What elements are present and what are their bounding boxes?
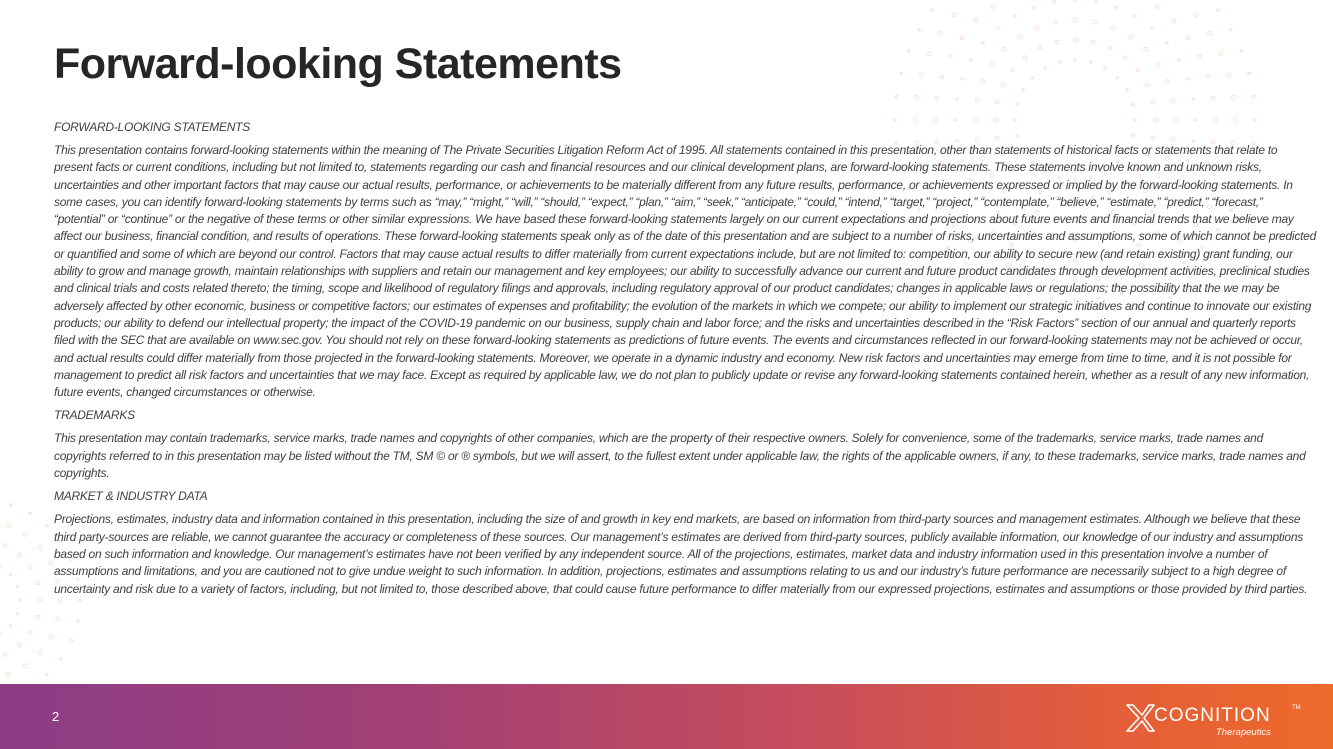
decor-dot — [10, 504, 12, 506]
decor-dot — [990, 62, 994, 66]
decor-dot — [1056, 40, 1059, 43]
decor-dot — [1073, 18, 1077, 22]
decor-dot — [915, 95, 919, 99]
decor-dot — [1116, 76, 1118, 78]
decor-dot — [1194, 13, 1198, 17]
decor-dot — [46, 525, 48, 527]
decor-dot — [23, 532, 27, 536]
decor-dot — [1002, 47, 1006, 51]
decor-dot — [18, 644, 21, 647]
decor-dot — [0, 564, 1, 566]
decor-dot — [1024, 56, 1027, 59]
decor-dot — [6, 523, 10, 527]
decor-dot — [9, 573, 11, 575]
decor-dot — [49, 635, 53, 639]
decor-dot — [1165, 80, 1169, 84]
decor-dot — [36, 582, 39, 585]
decor-dot — [920, 73, 924, 77]
decor-dot — [956, 98, 958, 100]
section-body-trademarks: This presentation may contain trademarks, service marks, trade names and copyrights of other companies, which are the property of their respective owners. Solely for convenience, some of the trademarks, service marks, trade names and copyrights referred to in this presentation may be listed without the TM, SM © or ® symbols, but we will assert, to the fullest extent under applicable law, the rights of the applicable owners, if any, to these trademarks, service marks, trade names and copyrights. — [54, 431, 1306, 481]
decor-dot — [1074, 0, 1076, 1]
page-title: Forward-looking Statements — [54, 40, 622, 88]
section-heading-trademarks: TRADEMARKS — [54, 408, 135, 423]
decor-dot — [1126, 89, 1128, 91]
decor-dot — [1001, 84, 1004, 87]
decor-dot — [1022, 89, 1024, 91]
decor-dot — [982, 42, 984, 44]
decor-dot — [1058, 61, 1060, 63]
decor-dot — [1089, 61, 1091, 63]
decor-dot — [19, 599, 21, 601]
section-heading-market-data: MARKET & INDUSTRY DATA — [54, 489, 208, 504]
decor-dot — [1134, 15, 1136, 17]
decor-dot — [1115, 6, 1117, 8]
decor-dot — [1227, 73, 1231, 77]
decor-dot — [16, 613, 18, 615]
decor-dot — [1212, 97, 1215, 100]
decor-dot — [1166, 42, 1168, 44]
decor-dot — [29, 512, 31, 514]
decor-dot — [70, 640, 72, 642]
decor-dot — [1171, 99, 1175, 103]
decor-dot — [1217, 9, 1219, 11]
decor-dot — [1035, 26, 1039, 30]
decor-dot — [1017, 35, 1021, 39]
decor-dot — [931, 9, 933, 11]
decor-dot — [1178, 59, 1180, 61]
decor-dot — [1031, 76, 1033, 78]
decor-dot — [949, 55, 952, 58]
decor-dot — [935, 97, 938, 100]
decor-dot — [29, 631, 32, 634]
decor-dot — [1039, 46, 1042, 49]
section-heading-forward-looking: FORWARD-LOOKING STATEMENTS — [54, 120, 250, 134]
decor-dot — [1074, 59, 1076, 61]
decor-dot — [1187, 36, 1190, 39]
decor-dot — [38, 545, 42, 549]
decor-dot — [1033, 6, 1035, 8]
decor-dot — [938, 32, 942, 36]
decor-dot — [3, 653, 6, 656]
decor-dot — [18, 553, 21, 556]
decor-dot — [900, 72, 902, 74]
decor-dot — [1144, 47, 1148, 51]
decor-dot — [23, 664, 27, 668]
decor-dot — [1108, 46, 1111, 49]
decor-dot — [1156, 62, 1160, 66]
decor-dot — [1091, 40, 1094, 43]
decor-dot — [991, 5, 994, 8]
decor-dot — [1136, 69, 1139, 72]
logo-trademark: TM — [1292, 705, 1301, 711]
decor-dot — [9, 625, 11, 627]
decor-dot — [1011, 69, 1014, 72]
decor-dot — [60, 658, 62, 660]
decor-dot — [1093, 20, 1097, 24]
decor-dot — [0, 633, 1, 635]
decor-dot — [1230, 29, 1232, 31]
decor-dot — [1156, 5, 1159, 8]
decor-dot — [1198, 55, 1201, 58]
decor-dot — [928, 52, 932, 56]
decor-dot — [997, 27, 999, 29]
decor-dot — [974, 19, 977, 22]
decor-dot — [56, 617, 60, 621]
logo-wordmark: COGNITION — [1154, 705, 1271, 726]
decor-dot — [1172, 19, 1175, 22]
decor-dot — [1252, 95, 1254, 97]
decor-dot — [1104, 67, 1106, 69]
decor-dot — [1095, 1, 1097, 3]
decor-dot — [1014, 15, 1016, 17]
decor-dot — [1044, 67, 1046, 69]
decor-dot — [952, 13, 956, 17]
decor-dot — [38, 651, 42, 655]
decor-dot — [1073, 38, 1076, 41]
decor-dot — [36, 615, 39, 618]
decor-dot — [77, 620, 79, 622]
decor-dot — [1151, 27, 1153, 29]
decor-dot — [49, 561, 53, 565]
decor-dot — [961, 78, 963, 80]
decor-dot — [1111, 26, 1115, 30]
decor-dot — [995, 101, 998, 104]
decor-dot — [1016, 103, 1018, 105]
decor-dot — [38, 598, 41, 601]
decor-dot — [1123, 56, 1126, 59]
section-body-market-data: Projections, estimates, industry data and information contained in this presentation, including the size of and growth in key end markets, are based on information from third-party sources and management estimates. Although we believe that these third party-sources are reliable, we cannot guarantee the accuracy or completeness of these sources. Our management’s estimates are derived from third-party sources, publicly available information, our knowledge of our industry and assumptions based on such information and knowledge. Our management’s estimates have not been verified by any independent source. All of the projections, estimates, market data and industry information used in this presentation involve a number of assumptions and limitations, and you are cautioned not to give undue weight to such information. In addition, projections, estimates and assumptions relating to us and our industry’s future performance are necessarily subject to a high degree of uncertainty and risk due to a variety of factors, including, but not limited to, those described above, that could cause future performance to differ materially from our expressed projections, estimates and assumptions or those provided by third parties. — [54, 512, 1308, 596]
decor-dot — [1248, 72, 1250, 74]
company-logo — [1125, 701, 1305, 741]
decor-dot — [1192, 98, 1194, 100]
decor-dot — [1231, 95, 1235, 99]
decor-dot — [3, 544, 6, 547]
disclaimer-content — [54, 119, 1316, 604]
decor-dot — [895, 95, 897, 97]
decor-dot — [1240, 50, 1242, 52]
footer-bar — [0, 684, 1333, 749]
decor-dot — [46, 673, 48, 675]
page-number: 2 — [52, 709, 60, 724]
decor-dot — [1151, 101, 1154, 104]
decor-dot — [29, 566, 32, 569]
decor-dot — [970, 59, 972, 61]
decor-dot — [1054, 20, 1058, 24]
decor-dot — [1132, 103, 1134, 105]
decor-dot — [1207, 75, 1210, 78]
cognition-x-logo-icon — [1125, 703, 1155, 733]
decor-dot — [1129, 35, 1133, 39]
decor-dot — [16, 585, 18, 587]
decor-dot — [1053, 1, 1055, 3]
decor-dot — [1187, 78, 1189, 80]
logo-subtitle: Therapeutics — [1216, 727, 1271, 738]
decor-dot — [1146, 84, 1149, 87]
decor-dot — [908, 50, 910, 52]
decor-dot — [918, 29, 920, 31]
decor-dot — [975, 99, 979, 103]
decor-dot — [940, 75, 943, 78]
section-body-forward-looking: This presentation contains forward-looking statements within the meaning of The Private Securities Litigation Reform Act of 1995. All statements contained in this presentation, other than statements of historical facts or statements that relate to present facts or current conditions, including but not limited to, statements regarding our cash and financial resources and our clinical development plans, are forward-looking statements. These statements involve known and unknown risks, uncertainties and other important factors that may cause our actual results, performance, or achievements to be materially different from any future results, performance, or achievements expressed or implied by the forward-looking statements. In some cases, you can identify forward-looking statements by terms such as “may,” “might,” “will,” “should,” “expect,” “plan,” “aim,” “seek,” “anticipate,” “could,” “intend,” “target,” “project,” “contemplate,” “believe,” “estimate,” “predict,” “forecast,” “potential” or “continue” or the negative of these terms or other similar expressions. We have based these forward-looking statements largely on our current expectations and projections about future events and financial trends that we believe may affect our business, financial condition, and results of operations. These forward-looking statements speak only as of the date of this presentation and are subject to a number of risks, uncertainties and assumptions, some of which cannot be predicted or quantified and some of which are beyond our control. Factors that may cause actual results to differ materially from current expectations include, but are not limited to: competition, our ability to secure new (and retain existing) grant funding, our ability to grow and manage growth, maintain relationships with suppliers and retain our management and key employees; our ability to successfully advance our current and future product candidates through development activities, preclinical studies and clinical trials and costs related thereto; the timing, scope and likelihood of regulatory filings and approvals, including regulatory approval of our product candidates; changes in applicable laws or regulations; the possibility that the we may be adversely affected by other economic, business or competitive factors; our estimates of expenses and profitability; the evolution of the markets in which we compete; our ability to implement our strategic initiatives and continue to innovate our existing products; our ability to defend our intellectual property; the impact of the COVID-19 pandemic on our business, supply chain and labor force; and the risks and uncertainties described in the “Risk Factors” section of our annual and quarterly reports filed with the SEC that are available on www.sec.gov. You should not rely on these forward-looking statements as predictions of future events. The events and circumstances reflected in our forward-looking statements may not be achieved or occur, and actual results could differ materially from those projected in the forward-looking statements. Moreover, we operate in a dynamic industry and economy. New risk factors and uncertainties may emerge from time to time, and it is not possible for management to predict all risk factors and uncertainties that we may face. Except as required by applicable law, we do not plan to publicly update or revise any forward-looking statements contained herein, whether as a result of any new information, future events, changed circumstances or otherwise. — [54, 143, 1316, 400]
decor-dot — [960, 36, 963, 39]
decor-dot — [981, 80, 985, 84]
decor-dot — [6, 673, 10, 677]
decor-dot — [1208, 32, 1212, 36]
decor-dot — [1219, 52, 1223, 56]
